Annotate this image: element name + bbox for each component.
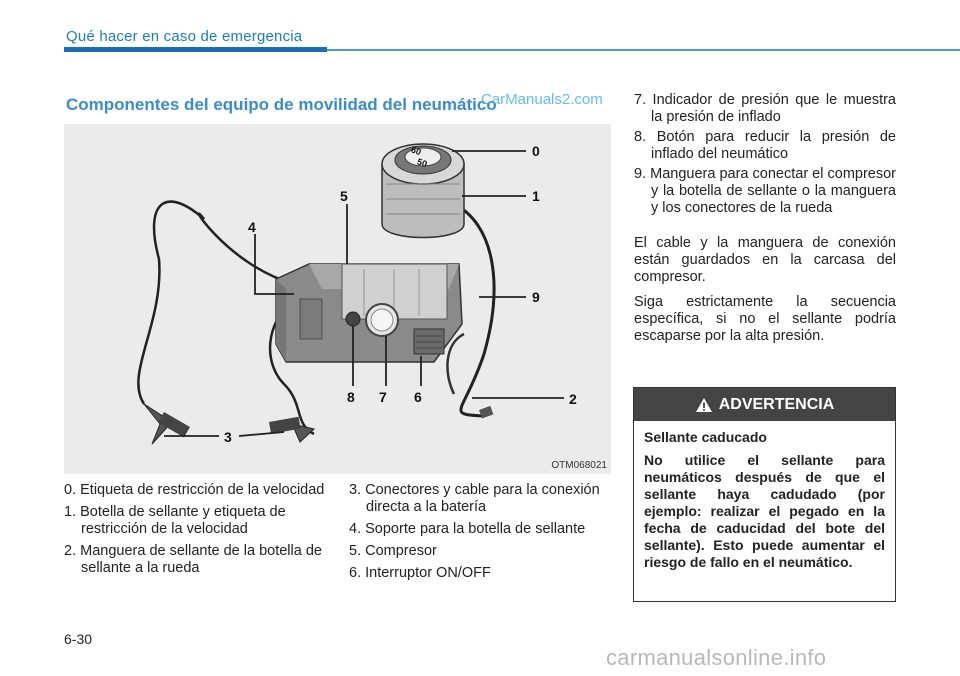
list-item: 1. Botella de sellante y etiqueta de restricción de la velocidad [64,504,286,537]
section-title: Componentes del equipo de movilidad del neumático [66,95,497,114]
page-number: 6-30 [64,631,93,647]
list-item: 7. Indicador de presión que le muestra la presión de inflado [634,92,896,125]
components-list-col2 [349,482,611,587]
components-list-col1 [64,482,326,582]
callout-6: 6 [414,389,422,405]
callout-4: 4 [248,219,256,235]
list-item: 5. Compresor [349,543,437,559]
callout-1: 1 [532,188,540,204]
callout-7: 7 [379,389,387,405]
list-item: 3. Conectores y cable para la conexión directa a la batería [349,482,600,515]
speed-label-60: 60 [409,144,423,158]
warning-text: No utilice el sellante para neumáticos después de que el sellante haya cadudado (por ejemplo: realizar el pegado en la fecha de caducidad del bote del sellante). Esto puede aumentar el riesgo de fallo en el neumático. [644,452,885,570]
callout-3: 3 [224,429,232,445]
list-item: 6. Interruptor ON/OFF [349,565,491,581]
header-section-title: Qué hacer en caso de emergencia [66,28,303,45]
warning-box [633,387,896,602]
header-bar [64,47,327,52]
watermark-top: CarManuals2.com [481,91,603,108]
list-item: 4. Soporte para la botella de sellante [349,521,586,537]
list-item: 0. Etiqueta de restricción de la velocidad [64,482,325,498]
battery-clamp-left-icon [144,404,190,444]
callout-9: 9 [532,289,540,305]
list-item: 2. Manguera de sellante de la botella de sellante a la rueda [64,543,322,576]
warning-header [634,388,895,421]
warning-triangle-icon [695,397,713,413]
speed-label-50: 50 [415,156,429,170]
list-item: 8. Botón para reducir la presión de inflado del neumático [634,129,896,162]
header-rule [327,49,960,51]
battery-clamp-right-icon [269,417,314,442]
warning-title: Sellante caducado [644,429,767,445]
callout-0: 0 [532,143,540,159]
compressor-icon [276,264,462,362]
sealant-bottle-icon [382,144,464,238]
figure-tire-mobility-kit [64,124,611,474]
watermark-bottom: carmanualsonline.info [606,645,827,670]
components-list-col3 [634,92,896,353]
paragraph-sequence: Siga estrictamente la secuencia específica, si no el sellante podría escaparse por la alta presión. [634,294,896,344]
kit-illustration [64,124,611,474]
figure-code: OTM068021 [551,460,607,471]
callout-2: 2 [569,391,577,407]
list-item: 9. Manguera para conectar el compresor y la botella de sellante o la manguera y los conectores de la rueda [634,166,896,216]
warning-header-label: ADVERTENCIA [718,395,835,413]
callout-8: 8 [347,389,355,405]
callout-5: 5 [340,188,348,204]
paragraph-storage: El cable y la manguera de conexión están guardados en la carcasa del compresor. [634,235,896,285]
